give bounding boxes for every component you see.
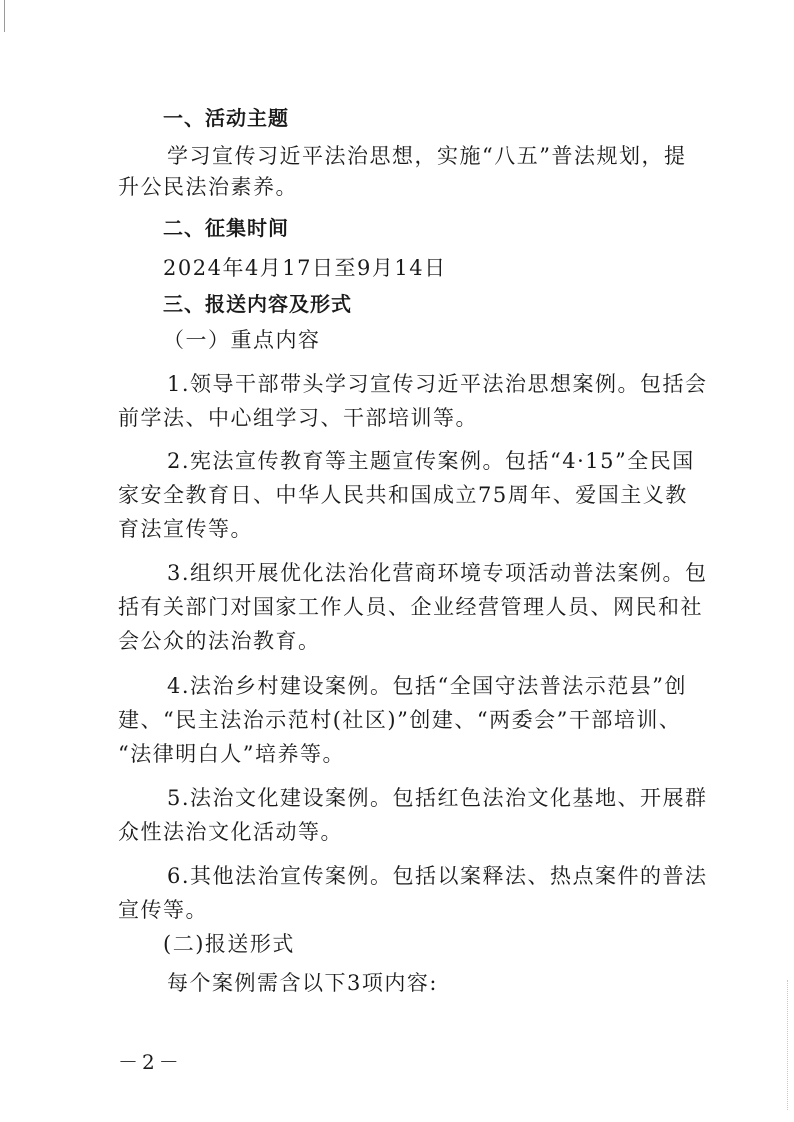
collection-dates: 2024年4月17日至9月14日 bbox=[163, 256, 447, 280]
section-heading-3: 三、报送内容及形式 bbox=[163, 292, 352, 316]
item-3-line: 会公众的法治教育。 bbox=[118, 629, 321, 653]
item-1-line: 前学法、中心组学习、干部培训等。 bbox=[118, 406, 478, 430]
item-3-line: 3.组织开展优化法治化营商环境专项活动普法案例。包 bbox=[167, 561, 708, 585]
item-3-line: 括有关部门对国家工作人员、企业经营管理人员、网民和社 bbox=[118, 595, 703, 619]
item-5-line: 5.法治文化建设案例。包括红色法治文化基地、开展群 bbox=[167, 786, 708, 810]
item-1-line: 1.领导干部带头学习宣传习近平法治思想案例。包括会 bbox=[167, 372, 708, 396]
item-5-line: 众性法治文化活动等。 bbox=[118, 820, 343, 844]
subheading-submission-form: (二)报送形式 bbox=[163, 932, 295, 956]
item-4-line: 4.法治乡村建设案例。包括“全国守法普法示范县”创 bbox=[167, 674, 688, 698]
scan-edge-mark bbox=[4, 0, 5, 32]
item-6-line: 宣传等。 bbox=[118, 898, 208, 922]
item-2-line: 家安全教育日、中华人民共和国成立75周年、爱国主义教 bbox=[118, 483, 688, 507]
item-6-line: 6.其他法治宣传案例。包括以案释法、热点案件的普法 bbox=[167, 864, 708, 888]
item-2-line: 2.宪法宣传教育等主题宣传案例。包括“4·15”全民国 bbox=[167, 449, 695, 473]
item-4-line: “法律明白人”培养等。 bbox=[118, 742, 345, 766]
scan-edge-dots bbox=[786, 980, 788, 1110]
paragraph-line: 学习宣传习近平法治思想，实施“八五”普法规划，提 bbox=[167, 144, 687, 168]
page-number: －2－ bbox=[118, 1050, 183, 1074]
item-2-line: 育法宣传等。 bbox=[118, 517, 253, 541]
item-4-line: 建、“民主法治示范村(社区)”创建、“两委会”干部培训、 bbox=[118, 708, 682, 732]
subheading-key-content: （一）重点内容 bbox=[163, 328, 321, 352]
section-heading-1: 一、活动主题 bbox=[163, 106, 289, 130]
paragraph-line: 升公民法治素养。 bbox=[118, 175, 298, 199]
submission-requirement: 每个案例需含以下3项内容: bbox=[167, 971, 438, 995]
section-heading-2: 二、征集时间 bbox=[163, 216, 289, 240]
